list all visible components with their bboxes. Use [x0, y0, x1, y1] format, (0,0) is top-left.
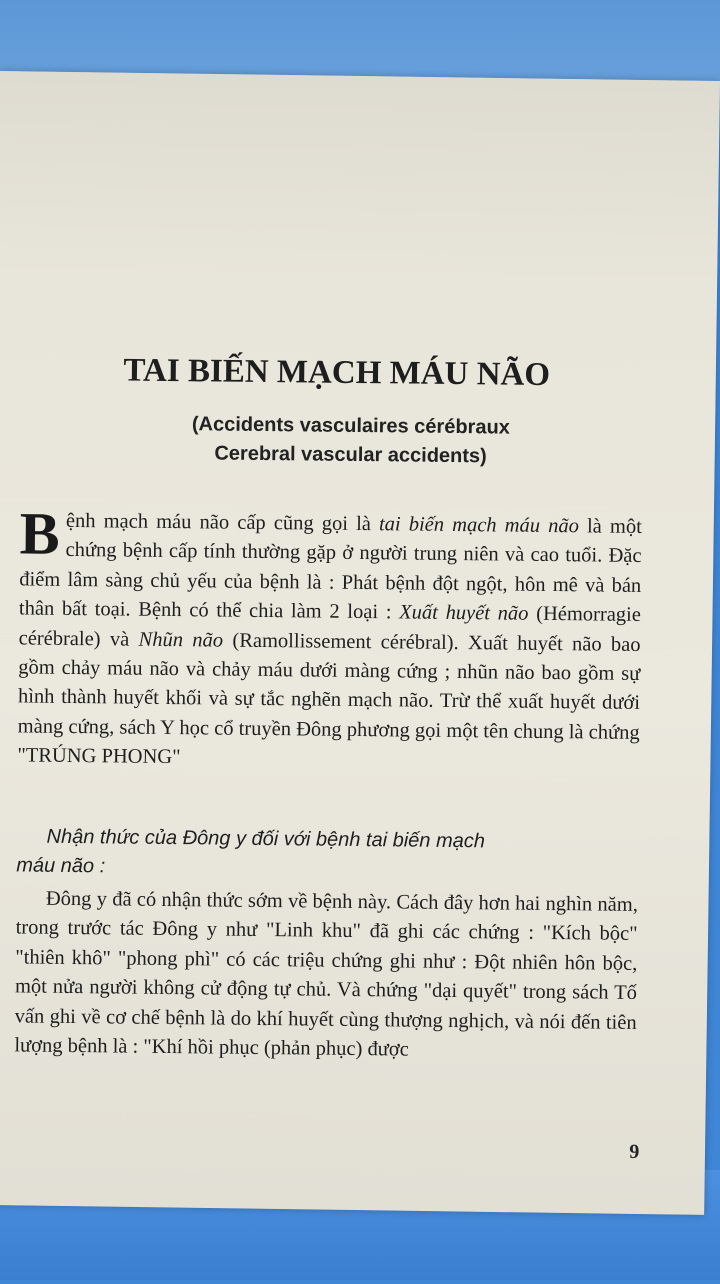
para1-text-3: (Hémorragie cérébrale) và — [18, 602, 642, 651]
paragraph-history: Đông y đã có nhận thức sớm về bệnh này. Cách đây hơn hai nghìn năm, trong trước tác Đông y như "Linh khu" đã ghi các chứng : "Kích bộc" "thiên khô" "phong phì" có các triệu chứng ghi như : Đột nhiên hôn bộc, một nửa người không cử động tự chủ. Và chứng "dại quyết" trong sách Tố vấn ghi về cơ chế bệnh là do khí huyết cùng thượng nghịch, và nói đến tiên lượng bệnh là : "Khí hồi phục (phản phục) được — [14, 887, 639, 1061]
section-heading-line1: Nhận thức của Đông y đối với bệnh tai biến mạch — [46, 825, 486, 853]
para1-text-2: là một chứng bệnh cấp tính thường gặp ở người trung niên và cao tuổi. Đặc điểm lâm sàng chủ yếu của bệnh là : Phát bệnh đột ngột, hôn mê và bán thân bất toại. Bệnh có thể chia làm 2 loại : — [18, 515, 642, 624]
para1-text-4: (Ramollissement cérébral). Xuất huyết não bao gồm chảy máu não và chảy máu dưới màng cứng ; nhũn não bao gồm sự hình thành huyết khối và sự tắc nghẽn mạch não. Trừ thể xuất huyết dưới màng cứng, sách Y học cổ truyền Đông phương gọi một tên chung là chứng "TRÚNG PHONG" — [17, 629, 641, 769]
subtitle-english: Cerebral vascular accidents) — [214, 442, 487, 468]
para1-italic-3: Nhũn não — [138, 628, 224, 652]
paragraph-intro — [17, 500, 642, 777]
chapter-title: TAI BIẾN MẠCH MÁU NÃO — [123, 352, 551, 393]
para1-italic-2: Xuất huyết não — [399, 601, 529, 625]
para1-text-1: ệnh mạch máu não cấp cũng gọi là — [65, 509, 380, 536]
section-heading — [16, 823, 637, 887]
page-number: 9 — [629, 1140, 640, 1163]
section-heading-line2: máu não : — [16, 854, 106, 878]
subtitle-french: (Accidents vasculaires cérébraux — [191, 413, 510, 439]
drop-cap: B — [19, 500, 61, 567]
para1-italic-1: tai biến mạch máu não — [378, 513, 580, 538]
